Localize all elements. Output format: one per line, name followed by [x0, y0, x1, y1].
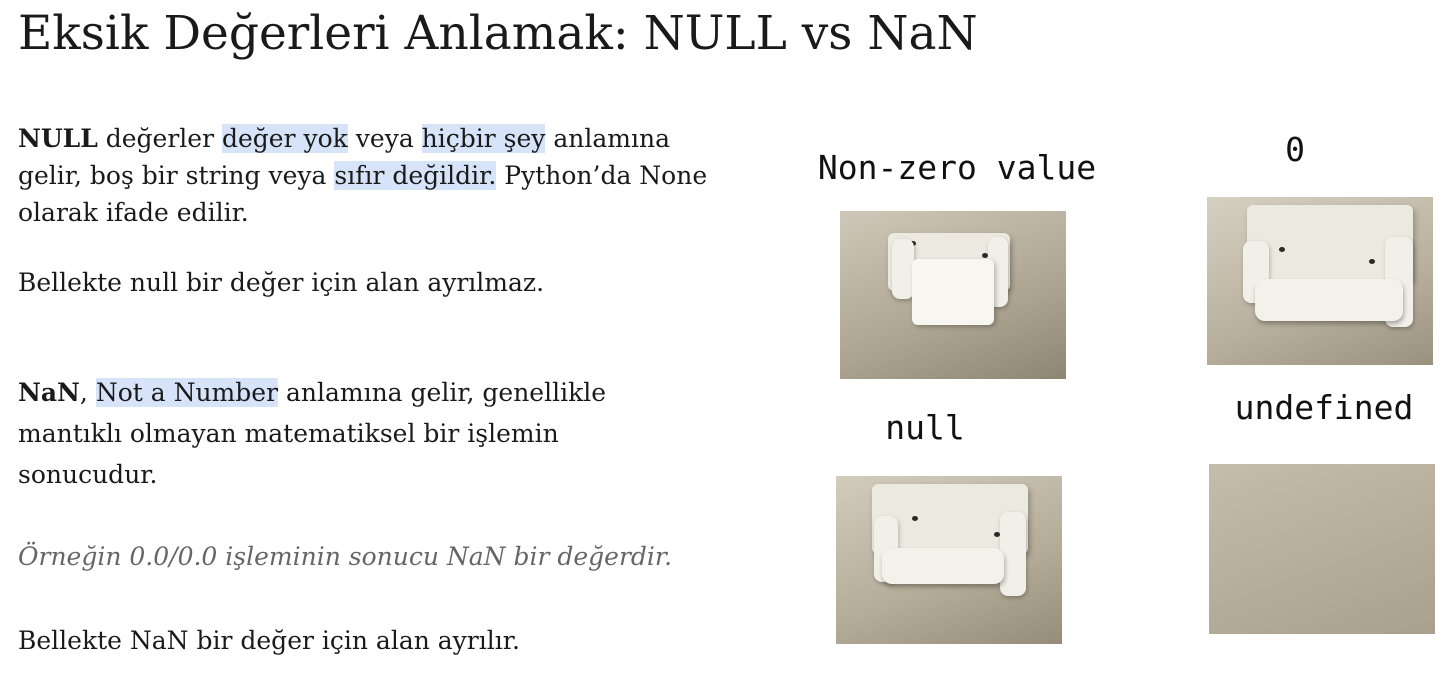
caption-zero: 0 [1285, 130, 1305, 169]
highlight-not-zero: sıfır değildir. [334, 161, 497, 190]
empty-tube [1255, 279, 1403, 321]
highlight-not-a-number: Not a Number [95, 378, 279, 407]
photo-holder-with-roll [840, 211, 1066, 379]
highlight-nothing: hiçbir şey [421, 124, 546, 153]
empty-tube [882, 548, 1004, 584]
screw [1369, 259, 1375, 264]
photo-holder-empty-tube [1207, 197, 1433, 365]
text-run: veya [347, 124, 422, 153]
null-memory-note: Bellekte null bir değer için alan ayrılmaz. [18, 268, 545, 297]
nan-example: Örneğin 0.0/0.0 işleminin sonucu NaN bir değerdir. [18, 542, 673, 571]
screw [912, 516, 918, 521]
paper-roll [912, 259, 994, 325]
nan-memory-note: Bellekte NaN bir değer için alan ayrılır. [18, 626, 520, 655]
screw [1279, 247, 1285, 252]
page-title: Eksik Değerleri Anlamak: NULL vs NaN [18, 6, 978, 61]
holder-arm [892, 239, 914, 299]
caption-null: null [885, 408, 965, 447]
nan-description [18, 372, 658, 495]
text-run: anlamına gelir, genellikle mantıklı olmayan matematiksel bir işlemin sonucudur. [18, 378, 607, 489]
holder-arm [1000, 512, 1026, 596]
photo-blank-wall [1209, 464, 1435, 634]
highlight-no-value: değer yok [222, 124, 348, 153]
photo-holder-null [836, 476, 1062, 644]
null-description [18, 120, 718, 231]
text-run: , [79, 378, 96, 407]
text-run: anlamına gelir, boş bir string veya [18, 124, 670, 190]
caption-non-zero-value: Non-zero value [817, 148, 1097, 187]
nan-term: NaN [18, 378, 80, 407]
text-run: değerler [97, 124, 222, 153]
text-run: Python’da None olarak ifade edilir. [18, 161, 708, 227]
caption-undefined: undefined [1234, 388, 1414, 427]
null-term: NULL [18, 124, 98, 153]
